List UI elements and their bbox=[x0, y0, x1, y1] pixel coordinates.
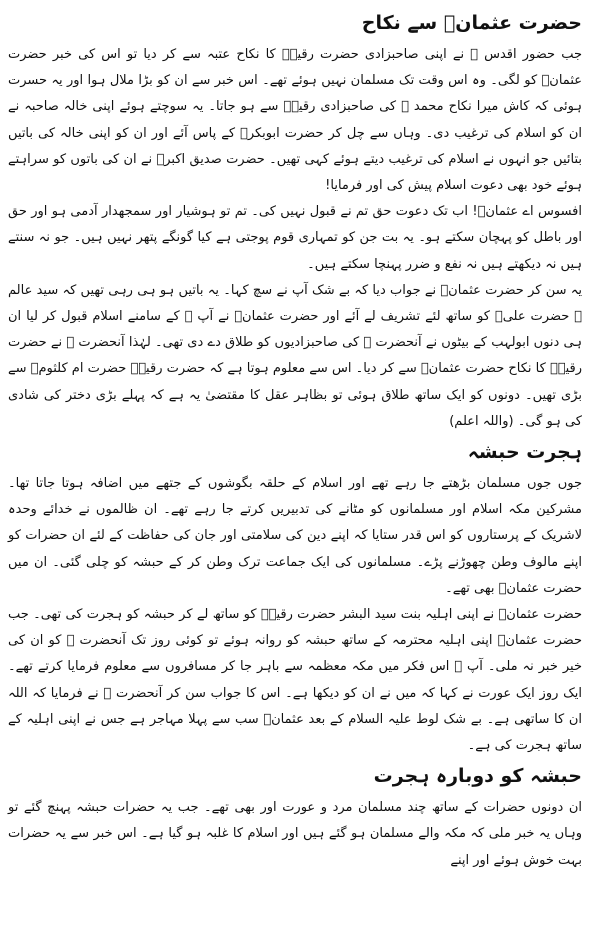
section-marriage bbox=[8, 10, 582, 435]
paragraph: یہ سن کر حضرت عثمانؓ نے جواب دیا کہ بے شک آپ نے سچ کہا۔ یہ باتیں ہو ہی رہی تھیں کہ سید عالم ﷺ حضرت علیؓ کو ساتھ لئے تشریف لے آئے اور حضرت عثمانؓ نے آپ ﷺ کے سامنے اسلام قبول کر لیا ان ہی دنوں ابولہب کے بیٹوں نے آنحضرت ﷺ کی صاحبزادیوں کو طلاق دے دی تھی۔ لہٰذا آنحضرت ﷺ نے حضرت رقیہؓ کا نکاح حضرت عثمانؓ سے کر دیا۔ اس سے معلوم ہوتا ہے کہ حضرت رقیہؓ حضرت ام کلثومؓ سے بڑی تھیں۔ دونوں کو ایک ساتھ طلاق ہوئی تو بظاہر عقل کا مقتضیٰ یہ ہے کہ پہلے بڑی دختر کی شادی کی ہو گی۔ (واللہ اعلم) bbox=[8, 282, 582, 429]
paragraph: ان دونوں حضرات کے ساتھ چند مسلمان مرد و عورت اور بھی تھے۔ جب یہ حضرات حبشہ پہنچ گئے تو وہاں یہ خبر ملی کہ مکہ والے مسلمان ہو گئے ہیں اور اسلام کا غلبہ ہو گیا ہے۔ اس خبر سے یہ حضرات بہت خوش ہوئے اور اپنے bbox=[8, 800, 582, 868]
paragraph: جوں جوں مسلمان بڑھتے جا رہے تھے اور اسلام کے حلقہ بگوشوں کے جتھے میں اضافہ ہوتا جاتا تھا۔ مشرکین مکہ اسلام اور مسلمانوں کو مٹانے کی تدبیریں کرتے جا رہے تھے۔ ان ظالموں نے خدائے وحدہ لاشریک کے پرستاروں کو اس قدر ستایا کہ اپنے دین کی سلامتی اور جان کی حفاظت کے لئے ان حضرات کو اپنے مالوف وطن چھوڑنے پڑے۔ مسلمانوں کی ایک جماعت ترک وطن کر کے حبشہ کو چلی گئی۔ ان میں حضرت عثمانؓ بھی تھے۔ bbox=[8, 476, 582, 596]
section-heading: حبشہ کو دوبارہ ہجرت bbox=[373, 765, 582, 788]
section-second-hijrat bbox=[8, 763, 582, 874]
section-hijrat-habsha bbox=[8, 439, 582, 759]
paragraph: حضرت عثمانؓ نے اپنی اہلیہ بنت سید البشر حضرت رقیہؓ کو ساتھ لے کر حبشہ کو ہجرت کی تھی۔ جب حضرت عثمانؓ اپنی اہلیہ محترمہ کے ساتھ حبشہ کو روانہ ہوئے تو کوئی روز تک آنحضرت ﷺ کو ان کی خیر خبر نہ ملی۔ آپ ﷺ اس فکر میں مکہ معظمہ سے باہر جا کر مسافروں سے معلوم فرمایا کرتے تھے۔ ایک روز ایک عورت نے کہا کہ میں نے ان کو دیکھا ہے۔ اس کا جواب سن کر آنحضرت ﷺ نے فرمایا کہ اللہ ان کا ساتھی ہے۔ بے شک لوط علیہ السلام کے بعد عثمانؓ سب سے پہلا مہاجر ہے جس نے اپنی اہلیہ کے ساتھ ہجرت کی ہے۔ bbox=[8, 607, 582, 754]
section-heading: ہجرت حبشہ bbox=[467, 441, 582, 464]
paragraph: افسوس اے عثمانؓ! اب تک دعوت حق تم نے قبول نہیں کی۔ تم تو ہوشیار اور سمجھدار آدمی ہو اور حق اور باطل کو پہچان سکتے ہو۔ یہ بت جن کو تمہاری قوم پوجتی ہے کیا گونگے پتھر نہیں ہیں۔ جو نہ سنتے ہیں نہ دیکھتے ہیں نہ نفع و ضرر پہنچا سکتے ہیں۔ bbox=[8, 204, 582, 272]
section-heading: حضرت عثمانؓ سے نکاح bbox=[361, 12, 582, 34]
paragraph: جب حضور اقدس ﷺ نے اپنی صاحبزادی حضرت رقیہؓ کا نکاح عتبہ سے کر دیا تو اس کی خبر حضرت عثمانؓ کو لگی۔ وہ اس وقت تک مسلمان نہیں ہوئے تھے۔ اس خبر سے ان کو بڑا ملال ہوا اور یہ حسرت ہوئی کہ کاش میرا نکاح محمد ﷺ کی صاحبزادی رقیہؓ سے ہو جاتا۔ یہ سوچتے ہوئے اپنی خالہ صاحبہ نے ان کو اسلام کی ترغیب دی۔ وہاں سے چل کر حضرت ابوبکرؓ کے پاس آئے اور ان کو اپنی خالہ کی باتیں بتائیں جو انہوں نے اسلام کی ترغیب دیتے ہوئے کہی تھیں۔ حضرت صدیق اکبرؓ نے ان کی باتوں کو سراہتے ہوئے خود بھی دعوت اسلام پیش کی اور فرمایا! bbox=[8, 47, 582, 194]
